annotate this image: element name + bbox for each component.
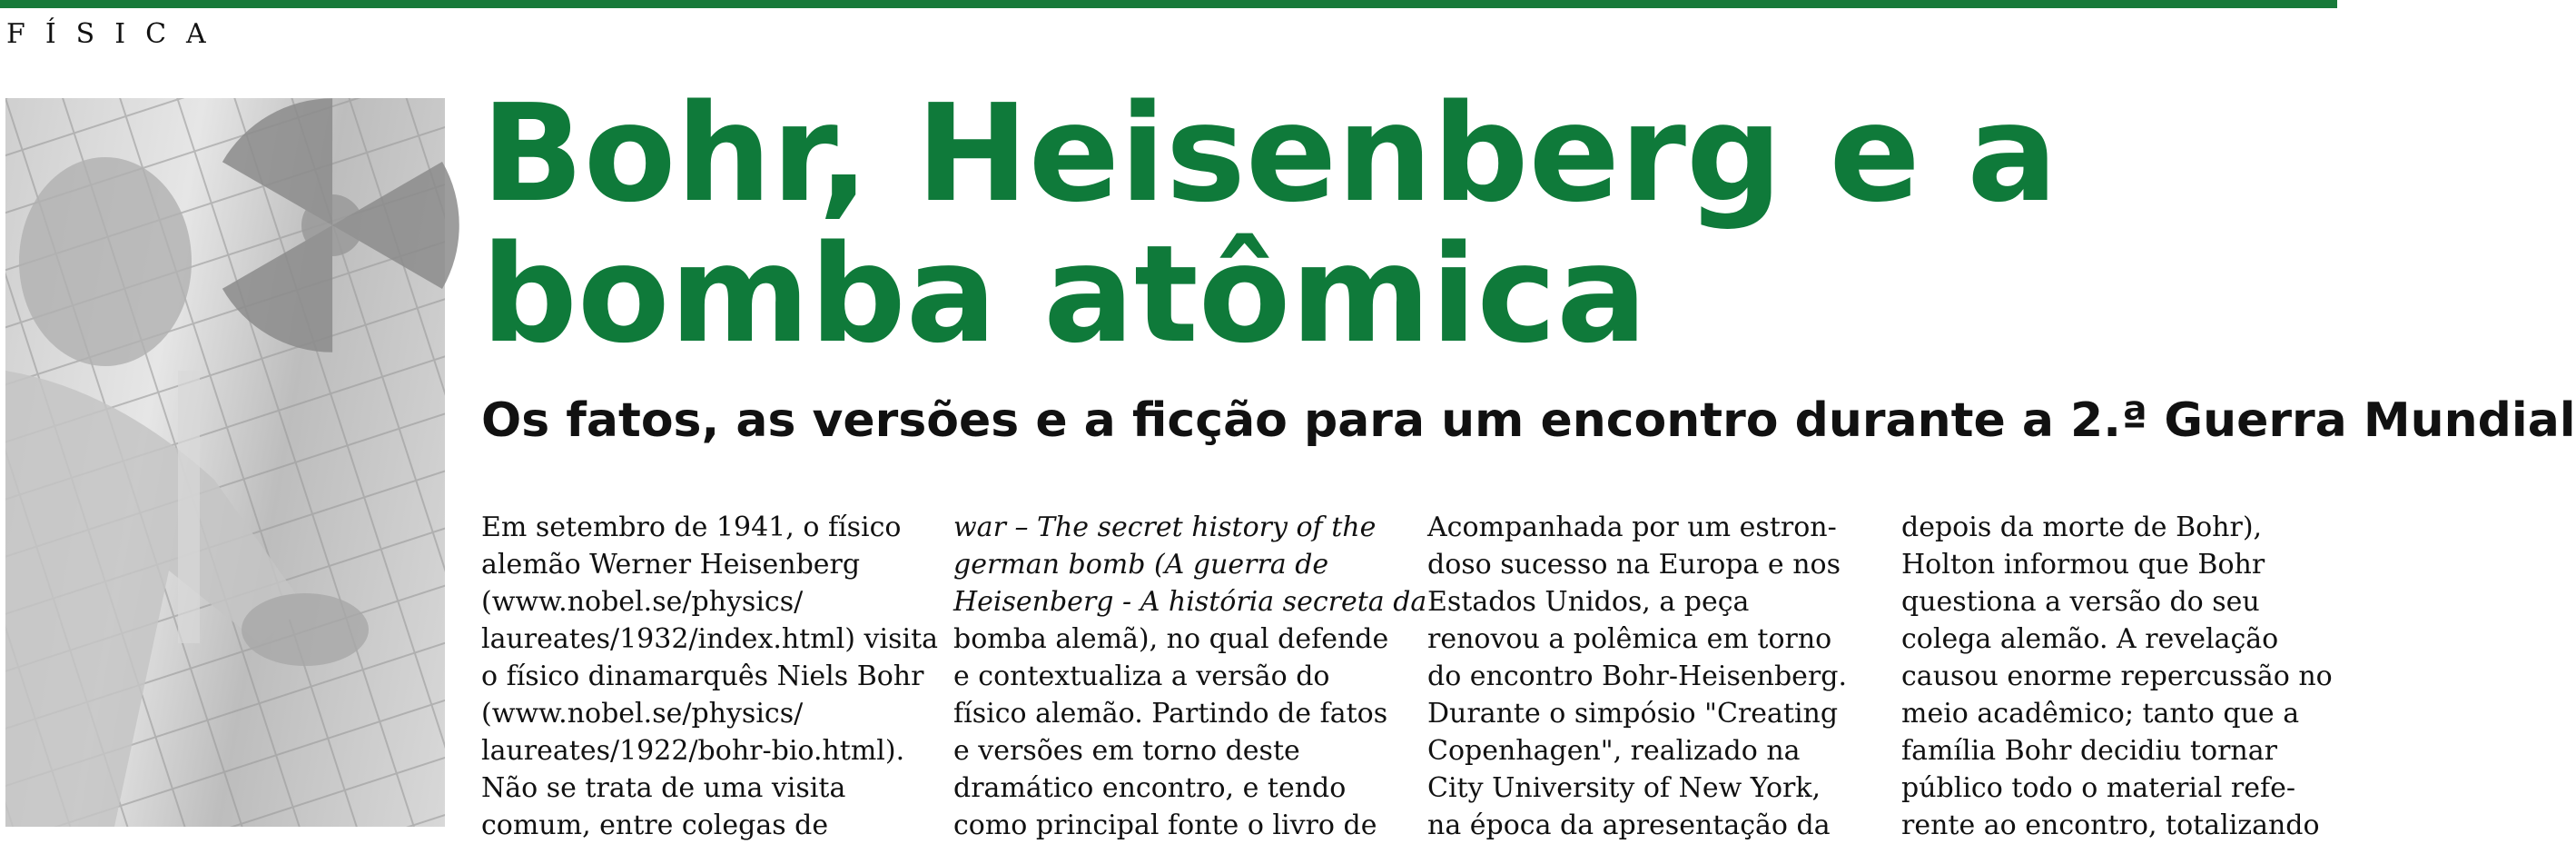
text-line: família Bohr decidiu tornar [1901, 735, 2277, 767]
text-line: Acompanhada por um estron- [1427, 511, 1837, 543]
text-line: laureates/1922/bohr-bio.html). [481, 735, 905, 767]
text-line: Heisenberg - A história secreta da [953, 586, 1427, 618]
text-line: e contextualiza a versão do [953, 660, 1330, 692]
article-title [481, 75, 2315, 372]
article-subtitle: Os fatos, as versões e a ficção para um encontro durante a 2.ª Guerra Mundial [481, 393, 2576, 448]
text-line: german bomb (A guerra de [953, 549, 1329, 581]
title-line-2: bomba atômica [481, 216, 1648, 372]
article-photo [5, 98, 445, 827]
text-column-3 [1427, 509, 1854, 844]
text-line: bomba alemã), no qual defende [953, 623, 1389, 655]
text-line: laureates/1932/index.html) visita [481, 623, 939, 655]
text-line: físico alemão. Partindo de fatos [953, 698, 1388, 730]
text-line: depois da morte de Bohr), [1901, 511, 2263, 543]
text-line: e versões em torno deste [953, 735, 1300, 767]
section-label: FÍSICA [6, 18, 226, 50]
text-line: doso sucesso na Europa e nos [1427, 549, 1841, 581]
text-line: público todo o material refe- [1901, 772, 2296, 804]
text-line: (www.nobel.se/physics/ [481, 586, 804, 618]
text-line: o físico dinamarquês Niels Bohr [481, 660, 924, 692]
text-column-2 [953, 509, 1427, 844]
text-line: questiona a versão do seu [1901, 586, 2260, 618]
text-line: Não se trata de uma visita [481, 772, 846, 804]
text-line: causou enorme repercussão no [1901, 660, 2333, 692]
text-line: (www.nobel.se/physics/ [481, 698, 804, 730]
text-column-4 [1901, 509, 2333, 844]
text-line: como principal fonte o livro de [953, 809, 1377, 841]
text-line: do encontro Bohr-Heisenberg. [1427, 660, 1847, 692]
text-line: colega alemão. A revelação [1901, 623, 2279, 655]
text-line: meio acadêmico; tanto que a [1901, 698, 2300, 730]
text-line: Holton informou que Bohr [1901, 549, 2265, 581]
text-line: renovou a polêmica em torno [1427, 623, 1832, 655]
text-column-1 [481, 509, 939, 844]
text-line: Estados Unidos, a peça [1427, 586, 1750, 618]
text-line: alemão Werner Heisenberg [481, 549, 861, 581]
text-line: Durante o simpósio "Creating [1427, 698, 1839, 730]
text-line: war – The secret history of the [953, 511, 1377, 543]
text-line: Copenhagen", realizado na [1427, 735, 1801, 767]
text-line: City University of New York, [1427, 772, 1821, 804]
text-line: comum, entre colegas de [481, 809, 829, 841]
title-line-1: Bohr, Heisenberg e a [481, 75, 2058, 232]
text-line: rente ao encontro, totalizando [1901, 809, 2320, 841]
text-line: Em setembro de 1941, o físico [481, 511, 902, 543]
text-line: dramático encontro, e tendo [953, 772, 1347, 804]
text-line: na época da apresentação da [1427, 809, 1831, 841]
radiation-symbol-lab-photo-icon [5, 98, 445, 827]
top-rule [0, 0, 2337, 8]
